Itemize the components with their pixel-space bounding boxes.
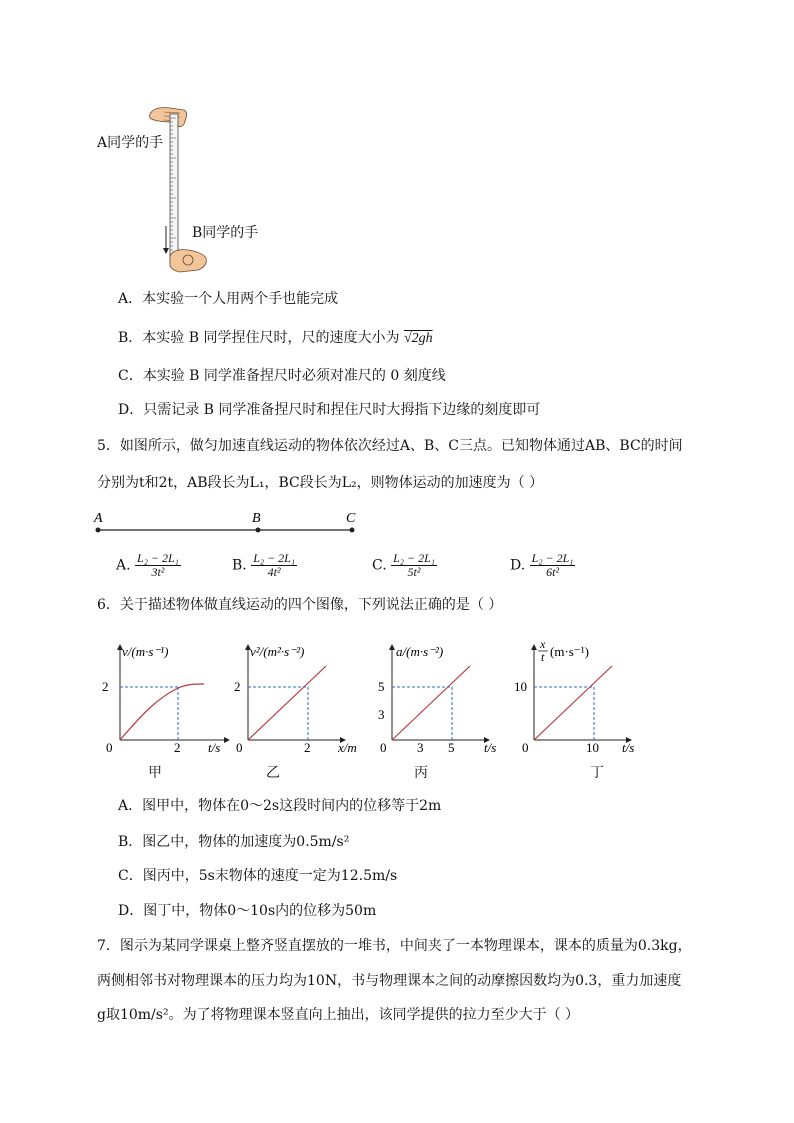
q4-option-d: D．只需记录 B 同学准备捏尺时和捏住尺时大拇指下边缘的刻度即可 xyxy=(118,402,541,418)
q7-stem-line3: g取10m/s²。为了将物理课本竖直向上抽出，该同学提供的拉力至少大于（ ） xyxy=(97,1007,580,1023)
y-axis-label: v/(m·s⁻¹) xyxy=(122,644,169,659)
x-tick-label: 0 xyxy=(106,740,113,755)
chart-caption-ding: 丁 xyxy=(590,765,604,781)
y-tick-label: 3 xyxy=(378,707,385,722)
y-tick-label: 5 xyxy=(378,679,385,694)
q4-option-b xyxy=(118,329,433,348)
chart-caption-jia: 甲 xyxy=(148,765,162,781)
q6-stem: 6．关于描述物体做直线运动的四个图像，下列说法正确的是（ ） xyxy=(97,597,503,613)
q6-option-b: B．图乙中，物体的加速度为0.5m/s² xyxy=(118,834,350,850)
q7-stem-line1: 7．图示为某同学课桌上整齐竖直摆放的一堆书，中间夹了一本物理课本，课本的质量为0.3kg， xyxy=(97,938,692,954)
down-arrow-icon xyxy=(163,226,169,254)
fraction: $\frac{\text{L₂ − 2L₁}}{\text{5t²}}$ xyxy=(393,551,435,579)
fraction: $\frac{\text{L₂ − 2L₁}}{\text{3t²}}$ xyxy=(137,551,179,579)
q5-stem-line1: 5．如图所示，做匀加速直线运动的物体依次经过A、B、C三点。已知物体通过AB、BC的时间 xyxy=(97,438,683,454)
q6-option-a: A．图甲中，物体在0～2s这段时间内的位移等于2m xyxy=(118,798,442,814)
x-axis-label: t/s xyxy=(622,740,635,755)
hand-b-icon xyxy=(170,250,206,272)
x-tick-label: 0 xyxy=(522,740,529,755)
x-tick-label: 5 xyxy=(448,740,455,755)
curve-line xyxy=(120,684,204,740)
fraction: $\frac{\text{L₂ − 2L₁}}{\text{4t²}}$ xyxy=(253,551,295,579)
q5-option-a: A. $\frac{\text{L₂ − 2L₁}}{\text{3t²}}$ xyxy=(116,551,179,579)
data-line xyxy=(248,666,326,740)
y-axis-label-den: t xyxy=(541,650,545,664)
chart-bing xyxy=(370,640,510,758)
figure-label-b-hand: B同学的手 xyxy=(192,225,259,241)
data-line xyxy=(534,666,612,740)
data-line xyxy=(392,666,470,740)
x-axis-label: t/s xyxy=(208,740,221,755)
q7-stem-line2: 两侧相邻书对物理课本的压力均为10N，书与物理课本之间的动摩擦因数均为0.3，重力加速度 xyxy=(97,973,682,989)
sqrt-2gh-formula: √2gh xyxy=(403,331,433,346)
y-tick-label: 2 xyxy=(234,679,241,694)
q6-option-c: C．图丙中，5s末物体的速度一定为12.5m/s xyxy=(118,868,398,884)
chart-ding xyxy=(508,636,658,758)
hand-a-icon xyxy=(150,108,187,127)
ruler-figure xyxy=(140,100,220,275)
q5-option-c: C. $\frac{\text{L₂ − 2L₁}}{\text{5t²}}$ xyxy=(372,551,435,579)
y-axis-label: v²/(m²·s⁻²) xyxy=(250,644,305,659)
x-tick-label: 2 xyxy=(304,740,311,755)
abc-line-diagram xyxy=(90,508,370,538)
q5-option-d: D. $\frac{\text{L₂ − 2L₁}}{\text{6t²}}$ xyxy=(510,551,574,579)
y-axis-label-num: x xyxy=(540,637,546,651)
q4-option-a: A．本实验一个人用两个手也能完成 xyxy=(118,291,339,307)
y-axis-label-unit: (m·s⁻¹) xyxy=(550,644,589,659)
x-tick-label: 0 xyxy=(380,740,387,755)
chart-caption-yi: 乙 xyxy=(266,765,280,781)
y-tick-label: 10 xyxy=(514,679,527,694)
point-a-label: A xyxy=(94,511,103,526)
point-c-label: C xyxy=(346,511,356,526)
x-tick-label: 10 xyxy=(586,740,599,755)
x-axis-label: x/m xyxy=(338,740,357,755)
y-tick-label: 2 xyxy=(102,679,109,694)
point-b-label: B xyxy=(252,511,261,526)
y-axis-label: a/(m·s⁻²) xyxy=(396,644,444,659)
q5-option-b: B. $\frac{\text{L₂ − 2L₁}}{\text{4t²}}$ xyxy=(232,551,295,579)
chart-jia xyxy=(96,640,236,758)
x-tick-label: 2 xyxy=(174,740,181,755)
x-tick-label: 0 xyxy=(236,740,243,755)
q4-option-c: C．本实验 B 同学准备捏尺时必须对准尺的 0 刻度线 xyxy=(118,368,446,384)
chart-yi xyxy=(228,640,378,758)
x-axis-label: t/s xyxy=(484,740,497,755)
q5-stem-line2: 分别为t和2t，AB段长为L₁，BC段长为L₂，则物体运动的加速度为（ ） xyxy=(97,475,544,491)
ruler-icon xyxy=(170,114,178,264)
fraction: $\frac{\text{L₂ − 2L₁}}{\text{6t²}}$ xyxy=(531,551,574,579)
q6-option-d: D．图丁中，物体0～10s内的位移为50m xyxy=(118,903,377,919)
figure-label-a-hand: A同学的手 xyxy=(97,135,164,151)
q4-option-b-text: B．本实验 B 同学捏住尺时，尺的速度大小为 xyxy=(118,330,400,346)
chart-caption-bing: 丙 xyxy=(414,765,428,781)
x-tick-label: 3 xyxy=(417,740,424,755)
